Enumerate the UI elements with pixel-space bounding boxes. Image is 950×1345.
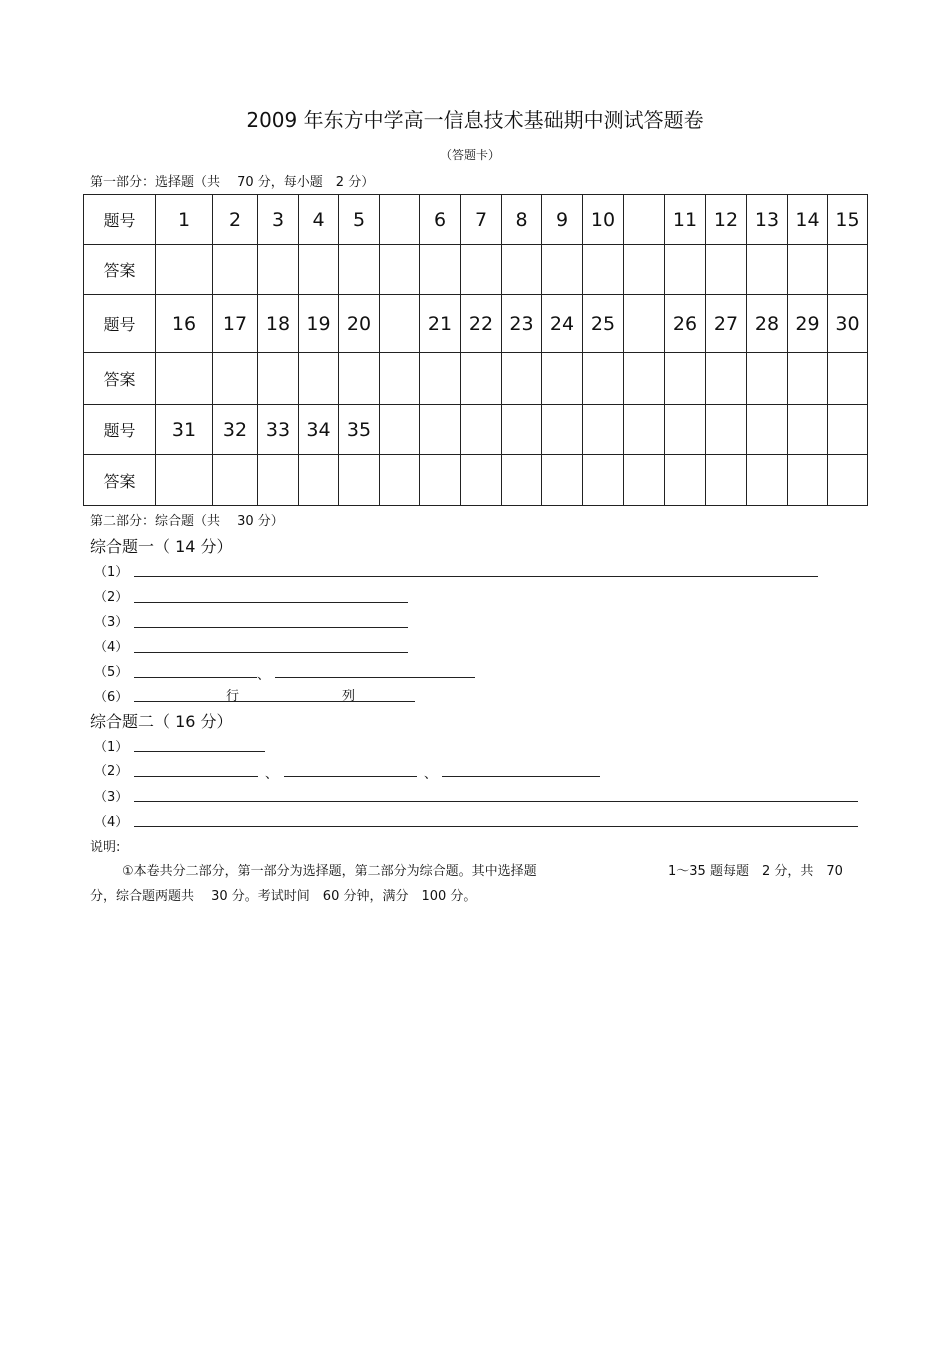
answer-cell[interactable] bbox=[542, 245, 583, 295]
question-number-cell: 4 bbox=[299, 195, 339, 245]
answer-cell[interactable] bbox=[299, 353, 339, 405]
answer-cell[interactable] bbox=[299, 455, 339, 506]
q1-item-4-label: （4） bbox=[94, 640, 129, 655]
question-number-cell: 30 bbox=[828, 295, 868, 353]
q2-item-3-label: （3） bbox=[94, 790, 129, 805]
answer-cell[interactable] bbox=[213, 455, 258, 506]
question-number-cell: 7 bbox=[461, 195, 502, 245]
question-number-cell: 33 bbox=[258, 405, 299, 455]
q1-item-1-answer-line[interactable] bbox=[134, 576, 818, 577]
question-number-cell: 31 bbox=[156, 405, 213, 455]
question-number-row bbox=[84, 195, 868, 245]
question-number-cell: 23 bbox=[502, 295, 542, 353]
answer-cell[interactable] bbox=[706, 245, 747, 295]
question-number-cell: 27 bbox=[706, 295, 747, 353]
answer-cell[interactable] bbox=[788, 245, 828, 295]
question-number-cell: 10 bbox=[583, 195, 624, 245]
q2-item-2-answer-line-b[interactable] bbox=[284, 776, 417, 777]
answer-cell[interactable] bbox=[258, 353, 299, 405]
q1-item-5-separator: 、 bbox=[257, 668, 271, 683]
question2-heading: 综合题二（ 16 分） bbox=[90, 712, 233, 731]
answer-cell[interactable] bbox=[828, 353, 868, 405]
answer-cell[interactable] bbox=[502, 245, 542, 295]
q1-item-5-answer-line-a[interactable] bbox=[134, 677, 257, 678]
question-number-cell: 11 bbox=[665, 195, 706, 245]
grid-spacer-cell bbox=[420, 405, 461, 455]
q2-item-2-separator-b: 、 bbox=[424, 767, 438, 782]
q2-item-2-label: （2） bbox=[94, 764, 129, 779]
grid-spacer-cell bbox=[665, 405, 706, 455]
grid-spacer-cell bbox=[380, 295, 420, 353]
answer-cell[interactable] bbox=[624, 455, 665, 506]
answer-cell[interactable] bbox=[461, 455, 502, 506]
answer-cell[interactable] bbox=[380, 455, 420, 506]
question-number-cell: 3 bbox=[258, 195, 299, 245]
question-number-cell: 32 bbox=[213, 405, 258, 455]
question-number-cell: 28 bbox=[747, 295, 788, 353]
answer-cell[interactable] bbox=[420, 353, 461, 405]
question-number-cell: 18 bbox=[258, 295, 299, 353]
question-number-cell: 13 bbox=[747, 195, 788, 245]
question-number-cell: 34 bbox=[299, 405, 339, 455]
notes-line-1: ①本卷共分二部分，第一部分为选择题，第二部分为综合题。其中选择题 bbox=[122, 864, 537, 879]
answer-cell[interactable] bbox=[502, 455, 542, 506]
question-number-cell: 16 bbox=[156, 295, 213, 353]
notes-label: 说明: bbox=[90, 840, 121, 855]
q1-item-2-label: （2） bbox=[94, 590, 129, 605]
answer-cell[interactable] bbox=[706, 455, 747, 506]
answer-cell[interactable] bbox=[747, 353, 788, 405]
q2-item-4-answer-line[interactable] bbox=[134, 826, 858, 827]
grid-spacer-cell bbox=[706, 405, 747, 455]
q1-item-6-answer-line[interactable] bbox=[134, 701, 415, 702]
answer-cell[interactable] bbox=[706, 353, 747, 405]
grid-spacer-cell bbox=[583, 405, 624, 455]
q1-item-2-answer-line[interactable] bbox=[134, 602, 408, 603]
answer-cell[interactable] bbox=[502, 353, 542, 405]
answer-cell[interactable] bbox=[258, 455, 299, 506]
q1-item-6-col-word: 列 bbox=[342, 689, 356, 704]
q2-item-2-answer-line-c[interactable] bbox=[442, 776, 600, 777]
answer-cell[interactable] bbox=[420, 455, 461, 506]
answer-cell[interactable] bbox=[583, 455, 624, 506]
q1-item-6-label: （6） bbox=[94, 690, 129, 705]
grid-spacer-cell bbox=[461, 405, 502, 455]
row-label-answer: 答案 bbox=[84, 455, 156, 506]
q1-item-5-label: （5） bbox=[94, 665, 129, 680]
grid-spacer-cell bbox=[747, 405, 788, 455]
question-number-cell: 25 bbox=[583, 295, 624, 353]
q2-item-1-label: （1） bbox=[94, 740, 129, 755]
answer-cell[interactable] bbox=[583, 353, 624, 405]
row-label-answer: 答案 bbox=[84, 245, 156, 295]
question-number-cell: 19 bbox=[299, 295, 339, 353]
answer-cell[interactable] bbox=[299, 245, 339, 295]
answer-cell[interactable] bbox=[542, 455, 583, 506]
answer-cell[interactable] bbox=[339, 455, 380, 506]
grid-spacer-cell bbox=[624, 195, 665, 245]
question-number-row bbox=[84, 405, 868, 455]
answer-cell[interactable] bbox=[339, 245, 380, 295]
answer-cell[interactable] bbox=[213, 245, 258, 295]
answer-grid bbox=[83, 194, 868, 506]
question-number-cell: 15 bbox=[828, 195, 868, 245]
answer-cell[interactable] bbox=[156, 245, 213, 295]
question-number-cell: 20 bbox=[339, 295, 380, 353]
answer-cell[interactable] bbox=[461, 245, 502, 295]
answer-cell[interactable] bbox=[624, 353, 665, 405]
answer-cell[interactable] bbox=[747, 245, 788, 295]
answer-cell[interactable] bbox=[583, 245, 624, 295]
part1-heading: 第一部分：选择题（共 70 分，每小题 2 分） bbox=[90, 175, 375, 190]
grid-spacer-cell bbox=[502, 405, 542, 455]
q2-item-2-separator-a: 、 bbox=[265, 767, 279, 782]
question-number-cell: 9 bbox=[542, 195, 583, 245]
q2-item-4-label: （4） bbox=[94, 815, 129, 830]
answer-cell[interactable] bbox=[828, 245, 868, 295]
grid-spacer-cell bbox=[624, 405, 665, 455]
notes-line-2: 分，综合题两题共 30 分。考试时间 60 分钟，满分 100 分。 bbox=[90, 889, 477, 904]
answer-cell[interactable] bbox=[747, 455, 788, 506]
row-label-question-number: 题号 bbox=[84, 405, 156, 455]
row-label-question-number: 题号 bbox=[84, 295, 156, 353]
page-title: 2009 年东方中学高一信息技术基础期中测试答题卷 bbox=[246, 108, 704, 132]
answer-cell[interactable] bbox=[461, 353, 502, 405]
answer-cell[interactable] bbox=[156, 455, 213, 506]
q2-item-3-answer-line[interactable] bbox=[134, 801, 858, 802]
answer-row bbox=[84, 245, 868, 295]
answer-cell[interactable] bbox=[213, 353, 258, 405]
question-number-cell: 6 bbox=[420, 195, 461, 245]
row-label-question-number: 题号 bbox=[84, 195, 156, 245]
question-number-cell: 29 bbox=[788, 295, 828, 353]
question-number-cell: 35 bbox=[339, 405, 380, 455]
answer-cell[interactable] bbox=[542, 353, 583, 405]
answer-cell[interactable] bbox=[665, 455, 706, 506]
grid-spacer-cell bbox=[542, 405, 583, 455]
q2-item-2-answer-line-a[interactable] bbox=[134, 776, 258, 777]
answer-cell[interactable] bbox=[788, 455, 828, 506]
answer-cell[interactable] bbox=[665, 353, 706, 405]
answer-cell[interactable] bbox=[828, 455, 868, 506]
q2-item-1-answer-line[interactable] bbox=[134, 751, 265, 752]
question-number-cell: 12 bbox=[706, 195, 747, 245]
question-number-cell: 5 bbox=[339, 195, 380, 245]
question-number-cell: 2 bbox=[213, 195, 258, 245]
answer-cell[interactable] bbox=[380, 353, 420, 405]
question-number-cell: 24 bbox=[542, 295, 583, 353]
answer-cell[interactable] bbox=[788, 353, 828, 405]
answer-cell[interactable] bbox=[624, 245, 665, 295]
grid-spacer-cell bbox=[828, 405, 868, 455]
answer-row bbox=[84, 353, 868, 405]
question-number-cell: 14 bbox=[788, 195, 828, 245]
answer-cell[interactable] bbox=[380, 245, 420, 295]
q1-item-3-answer-line[interactable] bbox=[134, 627, 408, 628]
grid-spacer-cell bbox=[788, 405, 828, 455]
q1-item-6-row-word: 行 bbox=[226, 689, 240, 704]
page-subtitle: （答题卡） bbox=[439, 148, 500, 162]
q1-item-5-answer-line-b[interactable] bbox=[275, 677, 475, 678]
grid-spacer-cell bbox=[380, 405, 420, 455]
question1-heading: 综合题一（ 14 分） bbox=[90, 537, 233, 556]
part2-heading: 第二部分：综合题（共 30 分） bbox=[90, 514, 284, 529]
answer-cell[interactable] bbox=[156, 353, 213, 405]
question-number-cell: 1 bbox=[156, 195, 213, 245]
answer-row bbox=[84, 455, 868, 506]
question-number-row bbox=[84, 295, 868, 353]
answer-cell[interactable] bbox=[665, 245, 706, 295]
row-label-answer: 答案 bbox=[84, 353, 156, 405]
grid-spacer-cell bbox=[624, 295, 665, 353]
grid-spacer-cell bbox=[380, 195, 420, 245]
notes-line-1-end: 1～35 题每题 2 分，共 70 bbox=[668, 864, 843, 879]
q1-item-4-answer-line[interactable] bbox=[134, 652, 408, 653]
question-number-cell: 21 bbox=[420, 295, 461, 353]
question-number-cell: 17 bbox=[213, 295, 258, 353]
question-number-cell: 22 bbox=[461, 295, 502, 353]
answer-cell[interactable] bbox=[258, 245, 299, 295]
question-number-cell: 26 bbox=[665, 295, 706, 353]
question-number-cell: 8 bbox=[502, 195, 542, 245]
q1-item-1-label: （1） bbox=[94, 565, 129, 580]
answer-cell[interactable] bbox=[420, 245, 461, 295]
q1-item-3-label: （3） bbox=[94, 615, 129, 630]
answer-cell[interactable] bbox=[339, 353, 380, 405]
